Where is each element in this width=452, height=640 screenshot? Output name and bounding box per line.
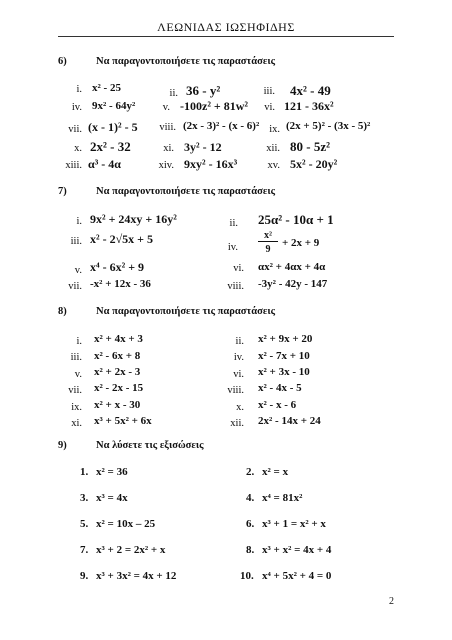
math-expression: 9xy² - 16x³	[184, 157, 238, 171]
item-label: i.	[76, 216, 82, 227]
math-equation: x² = 10x – 25	[96, 518, 156, 530]
item-label: i.	[76, 336, 82, 347]
page-header: ΛΕΩΝΙΔΑΣ ΙΩΣΗΦΙΔΗΣ	[157, 20, 295, 34]
item-label: xii.	[230, 418, 244, 429]
math-equation: x² = x	[262, 466, 289, 478]
header-rule	[58, 36, 394, 37]
item-label: viii.	[227, 281, 244, 292]
math-expression: 9x² - 64y²	[92, 100, 136, 112]
math-expression: x² - x - 6	[258, 399, 297, 411]
math-expression: x² - 2√5x + 5	[90, 232, 154, 246]
item-label: iv.	[233, 352, 244, 363]
item-label: vii.	[68, 281, 82, 292]
item-label: vii.	[68, 124, 82, 135]
math-expression: -3y² - 42y - 147	[258, 278, 328, 290]
section-number: 9)	[58, 440, 67, 451]
item-label: x.	[236, 402, 244, 413]
math-expression: + 2x + 9	[282, 237, 320, 249]
math-expression: 3y² - 12	[184, 140, 222, 154]
item-label: 1.	[80, 466, 89, 478]
math-equation: x³ + 1 = x² + x	[262, 518, 326, 530]
math-equation: x⁴ = 81x²	[262, 492, 303, 504]
item-label: 2.	[246, 466, 255, 478]
item-label: iii.	[263, 86, 275, 97]
item-label: ii.	[235, 336, 244, 347]
math-equation: x³ = 4x	[96, 492, 128, 504]
math-expression: 121 - 36x²	[284, 99, 334, 113]
math-expression: (2x - 3)² - (x - 6)²	[183, 120, 260, 132]
item-label: 10.	[240, 570, 254, 582]
math-expression: -x² + 12x - 36	[90, 278, 151, 290]
math-expression: (2x + 5)² - (3x - 5)²	[286, 120, 371, 132]
math-equation: x³ + 3x² = 4x + 12	[96, 570, 177, 582]
item-label: xi.	[163, 143, 174, 154]
item-label: 7.	[80, 544, 89, 556]
math-expression: x² + 2x - 3	[94, 366, 141, 378]
fraction-denominator: 9	[265, 244, 271, 255]
item-label: ii.	[169, 88, 178, 99]
item-label: x.	[74, 143, 82, 154]
item-label: v.	[74, 369, 82, 380]
fraction-numerator: x²	[258, 230, 278, 242]
math-expression: (x - 1)² - 5	[88, 120, 138, 134]
item-label: xiii.	[65, 160, 82, 171]
item-label: 5.	[80, 518, 89, 530]
item-label: i.	[76, 84, 82, 95]
item-label: 6.	[246, 518, 255, 530]
math-expression: x² - 7x + 10	[258, 350, 310, 362]
math-expression: x² - 4x - 5	[258, 382, 302, 394]
item-label: viii.	[159, 122, 176, 133]
math-expression: 2x² - 32	[90, 139, 131, 154]
math-equation: x³ + x² = 4x + 4	[262, 544, 332, 556]
page-number: 2	[389, 596, 394, 607]
section-title: Να παραγοντοποιήσετε τις παραστάσεις	[96, 306, 276, 317]
item-label: 3.	[80, 492, 89, 504]
item-label: ix.	[71, 402, 82, 413]
item-label: viii.	[227, 385, 244, 396]
item-label: iv.	[71, 102, 82, 113]
item-label: iii.	[70, 352, 82, 363]
item-label: vi.	[233, 369, 244, 380]
item-label: iv.	[227, 242, 238, 253]
math-expression: x² - 6x + 8	[94, 350, 141, 362]
section-title: Να λύσετε τις εξισώσεις	[96, 440, 204, 451]
section-number: 6)	[58, 56, 67, 67]
section-title: Να παραγοντοποιήσετε τις παραστάσεις	[96, 56, 276, 67]
math-expression: α³ - 4α	[88, 157, 121, 171]
item-label: xi.	[71, 418, 82, 429]
math-expression: 80 - 5z²	[290, 139, 330, 154]
item-label: 9.	[80, 570, 89, 582]
math-expression: 25α² - 10α + 1	[258, 212, 334, 227]
math-equation: x⁴ + 5x² + 4 = 0	[262, 570, 332, 582]
math-expression: 36 - y²	[186, 83, 221, 98]
item-label: ii.	[229, 218, 238, 229]
math-expression: -100z² + 81w²	[180, 99, 249, 113]
math-expression: 9x² + 24xy + 16y²	[90, 212, 177, 226]
math-expression: x² + 3x - 10	[258, 366, 310, 378]
item-label: v.	[74, 265, 82, 276]
math-expression: x² + x - 30	[94, 399, 141, 411]
math-expression: x² + 4x + 3	[94, 333, 143, 345]
item-label: xii.	[266, 143, 280, 154]
section-title: Να παραγοντοποιήσετε τις παραστάσεις	[96, 186, 276, 197]
item-label: 4.	[246, 492, 255, 504]
math-expression: 2x² - 14x + 24	[258, 415, 321, 427]
math-expression: x³ + 5x² + 6x	[94, 415, 152, 427]
math-expression: 4x² - 49	[290, 83, 331, 98]
item-label: ix.	[269, 124, 280, 135]
math-expression: 5x² - 20y²	[290, 157, 338, 171]
item-label: vii.	[68, 385, 82, 396]
section-number: 8)	[58, 306, 67, 317]
math-expression: x² - 25	[92, 82, 121, 94]
item-label: xv.	[267, 160, 280, 171]
math-equation: x³ + 2 = 2x² + x	[96, 544, 166, 556]
math-expression: x² + 9x + 20	[258, 333, 313, 345]
item-label: 8.	[246, 544, 255, 556]
math-expression: αx² + 4αx + 4α	[258, 261, 326, 273]
item-label: xiv.	[158, 160, 174, 171]
section-number: 7)	[58, 186, 67, 197]
math-expression: x² - 2x - 15	[94, 382, 144, 394]
math-equation: x² = 36	[96, 466, 128, 478]
item-label: vi.	[233, 263, 244, 274]
item-label: iii.	[70, 236, 82, 247]
item-label: v.	[162, 102, 170, 113]
item-label: vi.	[264, 102, 275, 113]
math-expression: x⁴ - 6x² + 9	[90, 260, 145, 274]
